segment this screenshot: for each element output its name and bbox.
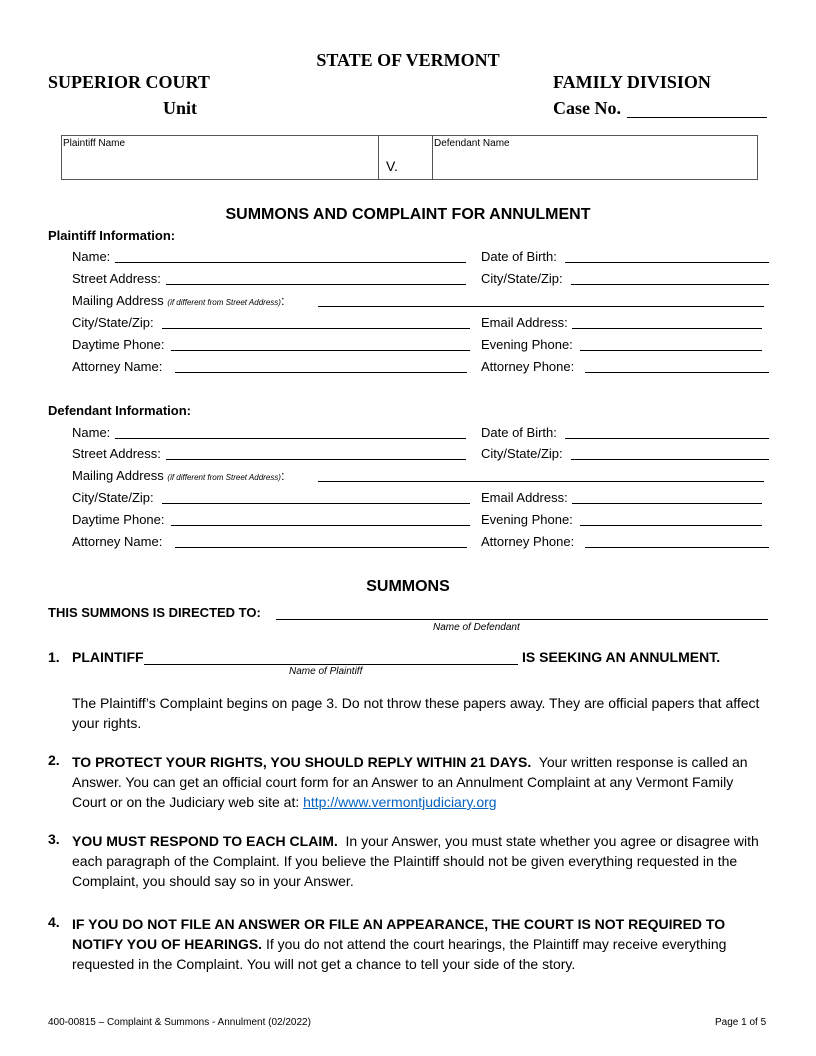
page-number: Page 1 of 5 (715, 1017, 767, 1028)
defendant-attorney-phone-label: Attorney Phone: (481, 534, 575, 549)
item-1-plaintiff-label: PLAINTIFF (72, 649, 144, 665)
name-of-plaintiff-caption: Name of Plaintiff (289, 666, 363, 677)
item-1-number: 1. (48, 649, 60, 665)
plaintiff-attorney-input[interactable] (175, 372, 467, 373)
name-of-defendant-caption: Name of Defendant (433, 622, 520, 633)
defendant-attorney-input[interactable] (175, 547, 467, 548)
defendant-dayphone-label: Daytime Phone: (72, 512, 165, 527)
case-no-field[interactable] (627, 117, 767, 118)
plaintiff-csz2-input[interactable] (162, 328, 470, 329)
plaintiff-evephone-label: Evening Phone: (481, 337, 573, 352)
defendant-directed-input[interactable] (276, 619, 768, 620)
unit-label: Unit (163, 98, 198, 118)
directed-to-label: THIS SUMMONS IS DIRECTED TO: (48, 605, 261, 620)
defendant-name-label2: Name: (72, 425, 111, 440)
item-2-text: TO PROTECT YOUR RIGHTS, YOU SHOULD REPLY WITHIN 21 DAYS. Your written response is called an Answer. You can get an official court form for an Answer to an Annulment Complaint at any Vermont Family Court or on the Judiciary web site at: http://www.vermontjudiciary.org (72, 754, 748, 810)
defendant-name-label: Defendant Name (434, 138, 510, 149)
form-title: SUMMONS AND COMPLAINT FOR ANNULMENT (225, 206, 591, 223)
plaintiff-name-field[interactable] (62, 150, 378, 178)
plaintiff-mailing-label: Mailing Address (if different from Street Address): (72, 293, 285, 308)
plaintiff-info-heading: Plaintiff Information: (48, 228, 176, 243)
item-1-text: The Plaintiff’s Complaint begins on page 3. Do not throw these papers away. They are official papers that affect your rights. (72, 695, 760, 731)
plaintiff-dayphone-input[interactable] (171, 350, 470, 351)
plaintiff-email-label: Email Address: (481, 315, 568, 330)
form-id: 400-00815 – Complaint & Summons - Annulment (02/2022) (48, 1017, 311, 1028)
plaintiff-attorney-phone-input[interactable] (585, 372, 769, 373)
item-1-seeking-label: IS SEEKING AN ANNULMENT. (522, 649, 721, 665)
defendant-csz-label: City/State/Zip: (481, 446, 563, 461)
defendant-street-input[interactable] (166, 459, 466, 460)
plaintiff-csz-label: City/State/Zip: (481, 271, 563, 286)
defendant-email-input[interactable] (572, 503, 762, 504)
defendant-street-label: Street Address: (72, 446, 161, 461)
plaintiff-attorney-label: Attorney Name: (72, 359, 163, 374)
defendant-mailing-input[interactable] (318, 481, 764, 482)
defendant-mailing-label: Mailing Address (if different from Street Address): (72, 468, 285, 483)
summons-heading: SUMMONS (366, 578, 450, 595)
defendant-name-input[interactable] (115, 438, 466, 439)
versus-label: V. (386, 158, 398, 174)
defendant-dob-label: Date of Birth: (481, 425, 557, 440)
plaintiff-csz2-label: City/State/Zip: (72, 315, 154, 330)
caption-box (61, 135, 758, 180)
defendant-attorney-label: Attorney Name: (72, 534, 163, 549)
plaintiff-seeking-input[interactable] (144, 664, 518, 665)
plaintiff-dayphone-label: Daytime Phone: (72, 337, 165, 352)
defendant-dayphone-input[interactable] (171, 525, 470, 526)
plaintiff-evephone-input[interactable] (580, 350, 762, 351)
division-name: FAMILY DIVISION (553, 72, 711, 92)
item-3-number: 3. (48, 831, 60, 847)
plaintiff-street-label: Street Address: (72, 271, 161, 286)
plaintiff-dob-input[interactable] (565, 262, 769, 263)
item-3-text: YOU MUST RESPOND TO EACH CLAIM. In your Answer, you must state whether you agree or disagree with each paragraph of the Complaint. If you believe the Plaintiff should not be given everything requested in the Complaint, you should say so in your Answer. (72, 833, 759, 889)
defendant-email-label: Email Address: (481, 490, 568, 505)
state-title: STATE OF VERMONT (316, 50, 500, 70)
plaintiff-name-label2: Name: (72, 249, 111, 264)
plaintiff-name-input[interactable] (115, 262, 466, 263)
item-4-text: IF YOU DO NOT FILE AN ANSWER OR FILE AN APPEARANCE, THE COURT IS NOT REQUIRED TO NOTIFY YOU OF HEARINGS. If you do not attend the court hearings, the Plaintiff may receive everything requested in the Complaint. You will not get a chance to tell your side of the story. (72, 916, 727, 972)
item-2-number: 2. (48, 752, 60, 768)
defendant-csz2-label: City/State/Zip: (72, 490, 154, 505)
item-4-number: 4. (48, 914, 60, 930)
defendant-csz2-input[interactable] (162, 503, 470, 504)
plaintiff-attorney-phone-label: Attorney Phone: (481, 359, 575, 374)
court-name: SUPERIOR COURT (48, 72, 210, 92)
defendant-attorney-phone-input[interactable] (585, 547, 769, 548)
plaintiff-csz-input[interactable] (571, 284, 769, 285)
defendant-csz-input[interactable] (571, 459, 769, 460)
defendant-evephone-input[interactable] (580, 525, 762, 526)
defendant-name-field[interactable] (433, 150, 756, 178)
plaintiff-mailing-input[interactable] (318, 306, 764, 307)
plaintiff-email-input[interactable] (572, 328, 762, 329)
judiciary-website-link[interactable]: http://www.vermontjudiciary.org (303, 794, 497, 810)
plaintiff-name-label: Plaintiff Name (63, 138, 126, 149)
plaintiff-dob-label: Date of Birth: (481, 249, 557, 264)
defendant-dob-input[interactable] (565, 438, 769, 439)
defendant-evephone-label: Evening Phone: (481, 512, 573, 527)
case-no-label: Case No. (553, 98, 621, 118)
defendant-info-heading: Defendant Information: (48, 403, 191, 418)
plaintiff-street-input[interactable] (166, 284, 466, 285)
